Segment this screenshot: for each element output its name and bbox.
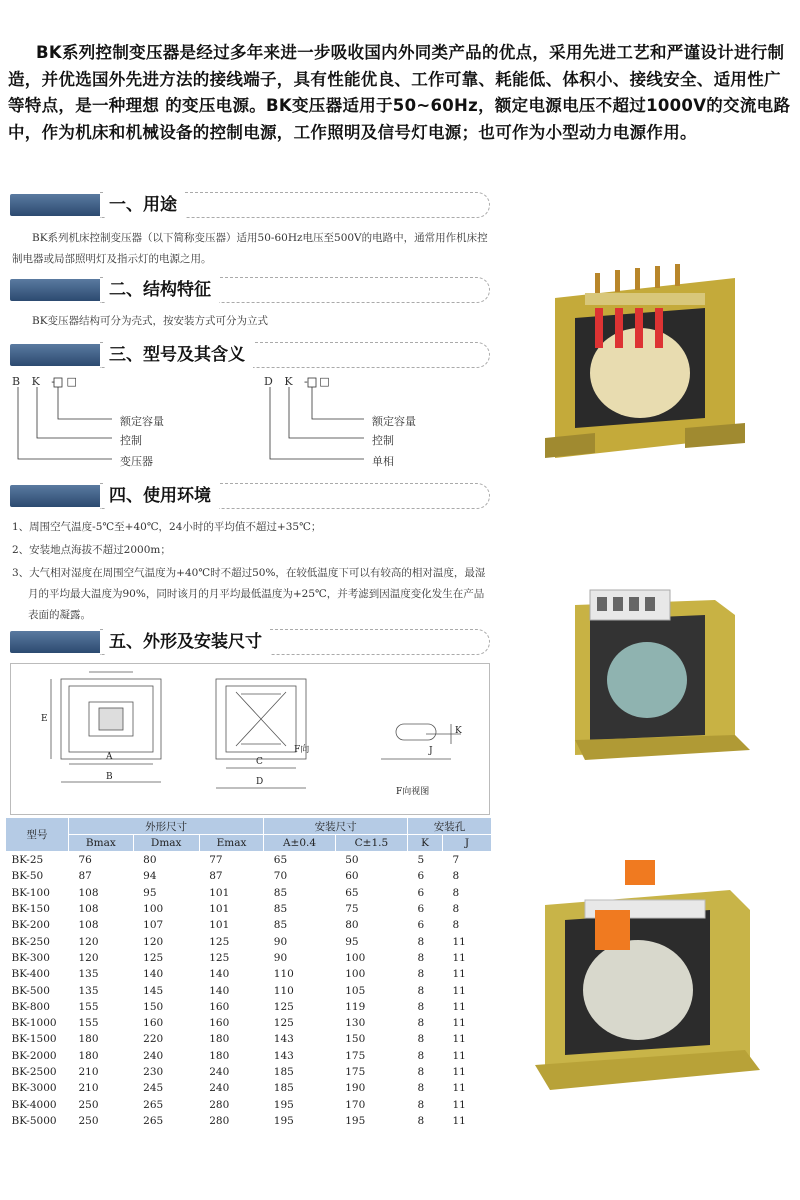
table-row [6,868,492,884]
col-group-hole: 安装孔 [408,818,492,835]
value-cell: 155 [69,999,134,1015]
value-cell: 175 [345,1049,366,1062]
model-cell: BK-800 [6,999,69,1015]
model-cell: BK-1500 [6,1031,69,1047]
model-diagram-dk [264,375,494,475]
value-cell: 130 [345,1017,366,1030]
value-cell: 170 [335,1096,407,1112]
model-cell: BK-50 [6,868,69,884]
table-row [6,1064,492,1080]
value-cell: 6 [417,919,425,932]
value-cell: 280 [209,1114,230,1127]
value-cell: 87 [69,868,134,884]
value-cell: 195 [345,1114,366,1127]
value-cell: 8 [408,999,443,1015]
value-cell: 8 [452,919,460,932]
value-cell: 155 [78,1017,99,1030]
value-cell: 125 [199,933,264,949]
table-row [6,1031,492,1047]
value-cell: 160 [143,1017,164,1030]
value-cell: 135 [69,966,134,982]
value-cell: 8 [443,901,492,917]
dim-label: J [429,746,433,756]
model-cell: BK-300 [11,951,50,964]
value-cell: 160 [199,999,264,1015]
value-cell: 250 [78,1114,99,1127]
section-heading-usage [10,190,490,220]
value-cell: 108 [78,919,99,932]
value-cell: 108 [78,886,99,899]
environment-item: 2、安装地点海拔不超过2000m； [12,544,171,556]
value-cell: 11 [443,933,492,949]
model-cell: BK-5000 [11,1114,57,1127]
value-cell: 11 [443,966,492,982]
value-cell: 8 [417,951,425,964]
value-cell: 135 [78,984,99,997]
product-photo-3 [530,855,765,1095]
model-cell: BK-2500 [6,1064,69,1080]
value-cell: 5 [417,854,425,867]
section-title: 一、用途 [105,192,185,218]
value-cell: 94 [133,868,199,884]
table-row [6,1048,492,1064]
value-cell: 180 [69,1031,134,1047]
value-cell: 195 [264,1096,335,1112]
value-cell: 65 [345,886,359,899]
value-cell: 108 [69,901,134,917]
value-cell: 8 [408,933,443,949]
table-row [6,917,492,933]
value-cell: 8 [443,868,492,884]
table-row [6,1015,492,1031]
model-label: 额定容量 [372,415,416,428]
value-cell: 11 [443,1064,492,1080]
table-row [6,966,492,982]
value-cell: 11 [452,1049,466,1062]
model-cell: BK-200 [11,919,50,932]
section-title: 三、型号及其含义 [105,342,253,368]
col-header: Dmax [133,835,199,852]
value-cell: 107 [143,919,164,932]
model-cell: BK-100 [11,886,50,899]
table-row [6,950,492,966]
table-row [6,885,492,901]
value-cell: 105 [345,984,366,997]
product-photo-2 [555,575,755,765]
value-cell: 143 [264,1031,335,1047]
model-cell: BK-500 [11,984,50,997]
model-label: 单相 [372,455,394,468]
value-cell: 125 [264,999,335,1015]
table-row [6,1080,492,1096]
model-cell: BK-25 [11,854,44,867]
value-cell: 175 [335,1064,407,1080]
value-cell: 125 [143,951,164,964]
value-cell: 180 [78,1049,99,1062]
model-cell: BK-2000 [11,1049,57,1062]
value-cell: 185 [264,1064,335,1080]
model-code: D K - □ [264,375,334,388]
value-cell: 140 [209,984,230,997]
value-cell: 11 [443,1031,492,1047]
model-cell: BK-250 [6,933,69,949]
value-cell: 11 [443,1096,492,1112]
value-cell: 11 [452,1017,466,1030]
section-title: 五、外形及安装尺寸 [105,629,270,655]
value-cell: 119 [335,999,407,1015]
value-cell: 240 [143,1049,164,1062]
table-row [6,999,492,1015]
value-cell: 125 [273,1017,294,1030]
value-cell: 75 [335,901,407,917]
col-header: J [443,835,492,852]
value-cell: 145 [143,984,164,997]
value-cell: 80 [345,919,359,932]
model-cell: BK-1000 [11,1017,57,1030]
dim-label: K [455,726,462,736]
value-cell: 180 [209,1049,230,1062]
value-cell: 140 [199,966,264,982]
value-cell: 101 [209,886,230,899]
value-cell: 110 [264,966,335,982]
value-cell: 143 [273,1049,294,1062]
model-cell: BK-4000 [6,1096,69,1112]
value-cell: 8 [408,966,443,982]
value-cell: 210 [69,1064,134,1080]
environment-item: 3、大气相对湿度在周围空气温度为+40℃时不超过50%，在较低温度下可以有较高的相对温度，最湿月的平均最大温度为90%，同时该月的月平均最低温度为+25℃，并考滤到因温度变化发生在产品表面的凝露。 [12,567,486,621]
table-row [6,901,492,917]
section-structure-text: BK变压器结构可分为壳式，按安装方式可分为立式 [32,315,269,327]
value-cell: 70 [264,868,335,884]
model-diagram-bk [12,375,242,475]
section-title: 四、使用环境 [105,483,219,509]
dim-label: A [106,752,113,762]
dimension-drawing [10,663,490,815]
dim-label: B [106,772,113,782]
value-cell: 250 [69,1096,134,1112]
value-cell: 8 [417,1082,425,1095]
value-cell: 87 [199,868,264,884]
value-cell: 150 [133,999,199,1015]
value-cell: 190 [345,1082,366,1095]
dim-label: F向视图 [396,787,430,797]
value-cell: 6 [408,868,443,884]
table-row [6,982,492,998]
value-cell: 101 [199,901,264,917]
model-label: 额定容量 [120,415,164,428]
value-cell: 180 [199,1031,264,1047]
section-usage-text: BK系列机床控制变压器（以下简称变压器）适用50-60Hz电压至500V的电路中，通常用作机床控制电器或局部照明灯及指示灯的电源之用。 [12,232,488,265]
value-cell: 8 [417,1017,425,1030]
col-group-outline: 外形尺寸 [69,818,264,835]
col-header: A±0.4 [264,835,335,852]
model-cell: BK-3000 [11,1082,57,1095]
product-photo-1 [535,258,765,468]
col-header: Emax [199,835,264,852]
value-cell: 101 [209,919,230,932]
value-cell: 50 [345,854,359,867]
value-cell: 125 [209,951,230,964]
value-cell: 6 [408,901,443,917]
dim-label: C [256,757,263,767]
value-cell: 140 [133,966,199,982]
value-cell: 95 [143,886,157,899]
section-heading-dimensions [10,627,490,657]
value-cell: 85 [264,901,335,917]
value-cell: 95 [335,933,407,949]
spec-table [5,817,492,1129]
value-cell: 8 [408,1031,443,1047]
dim-label: F向 [294,745,310,755]
dim-label: D [256,777,264,787]
value-cell: 185 [273,1082,294,1095]
value-cell: 160 [209,1017,230,1030]
section-title: 二、结构特征 [105,277,219,303]
value-cell: 110 [273,984,294,997]
value-cell: 90 [273,951,288,964]
value-cell: 90 [264,933,335,949]
intro-paragraph: BK系列控制变压器是经过多年来进一步吸收国内外同类产品的优点，采用先进工艺和严谨设计进行制造，并优选国外先进方法的接线端子，具有性能优良、工作可靠、耗能低、体积小、接线安全、适用性广等特点，是一种理想 的变压电源。BK变压器适用于50~60Hz，额定电源电压不超过1000V的交流电路中，作为机床和机械设备的控制电源，工作照明及信号灯电源；也可作为小型动力电源作用。 [8,43,791,142]
col-header-model: 型号 [6,818,69,852]
value-cell: 8 [417,1049,425,1062]
value-cell: 100 [335,966,407,982]
environment-item: 1、周围空气温度-5℃至+40℃，24小时的平均值不超过+35℃； [12,521,322,533]
dim-label: E [41,714,48,724]
value-cell: 230 [133,1064,199,1080]
model-label: 控制 [372,434,394,447]
section-heading-environment [10,481,490,511]
value-cell: 240 [199,1064,264,1080]
value-cell: 85 [273,886,288,899]
value-cell: 8 [408,1096,443,1112]
value-cell: 77 [209,854,223,867]
col-header: Bmax [69,835,134,852]
value-cell: 245 [143,1082,164,1095]
model-label: 控制 [120,434,142,447]
model-label: 变压器 [120,455,153,468]
value-cell: 265 [133,1096,199,1112]
section-heading-structure [10,275,490,305]
model-cell: BK-150 [6,901,69,917]
value-cell: 6 [417,886,425,899]
value-cell: 65 [273,854,288,867]
value-cell: 240 [209,1082,230,1095]
section-heading-model [10,340,490,370]
value-cell: 100 [133,901,199,917]
table-row [6,1096,492,1112]
value-cell: 120 [78,951,99,964]
value-cell: 80 [143,854,157,867]
value-cell: 11 [443,999,492,1015]
table-row [6,933,492,949]
value-cell: 85 [273,919,288,932]
value-cell: 11 [452,1082,466,1095]
value-cell: 280 [199,1096,264,1112]
value-cell: 60 [335,868,407,884]
value-cell: 120 [133,933,199,949]
value-cell: 100 [345,951,366,964]
value-cell: 220 [133,1031,199,1047]
value-cell: 11 [452,1114,466,1127]
value-cell: 120 [69,933,134,949]
value-cell: 11 [452,984,466,997]
spec-table-body [6,852,492,1130]
value-cell: 8 [452,886,460,899]
value-cell: 7 [452,854,460,867]
col-header: C±1.5 [335,835,407,852]
value-cell: 76 [78,854,92,867]
value-cell: 150 [335,1031,407,1047]
value-cell: 195 [273,1114,294,1127]
value-cell: 11 [452,951,466,964]
value-cell: 8 [417,984,425,997]
value-cell: 265 [143,1114,164,1127]
value-cell: 210 [78,1082,99,1095]
value-cell: 8 [417,1114,425,1127]
col-header: K [408,835,443,852]
col-group-mount: 安装尺寸 [264,818,408,835]
table-row [6,1113,492,1129]
model-code: B K - □ [12,375,81,388]
table-row [6,852,492,869]
model-cell: BK-400 [6,966,69,982]
value-cell: 8 [408,1064,443,1080]
